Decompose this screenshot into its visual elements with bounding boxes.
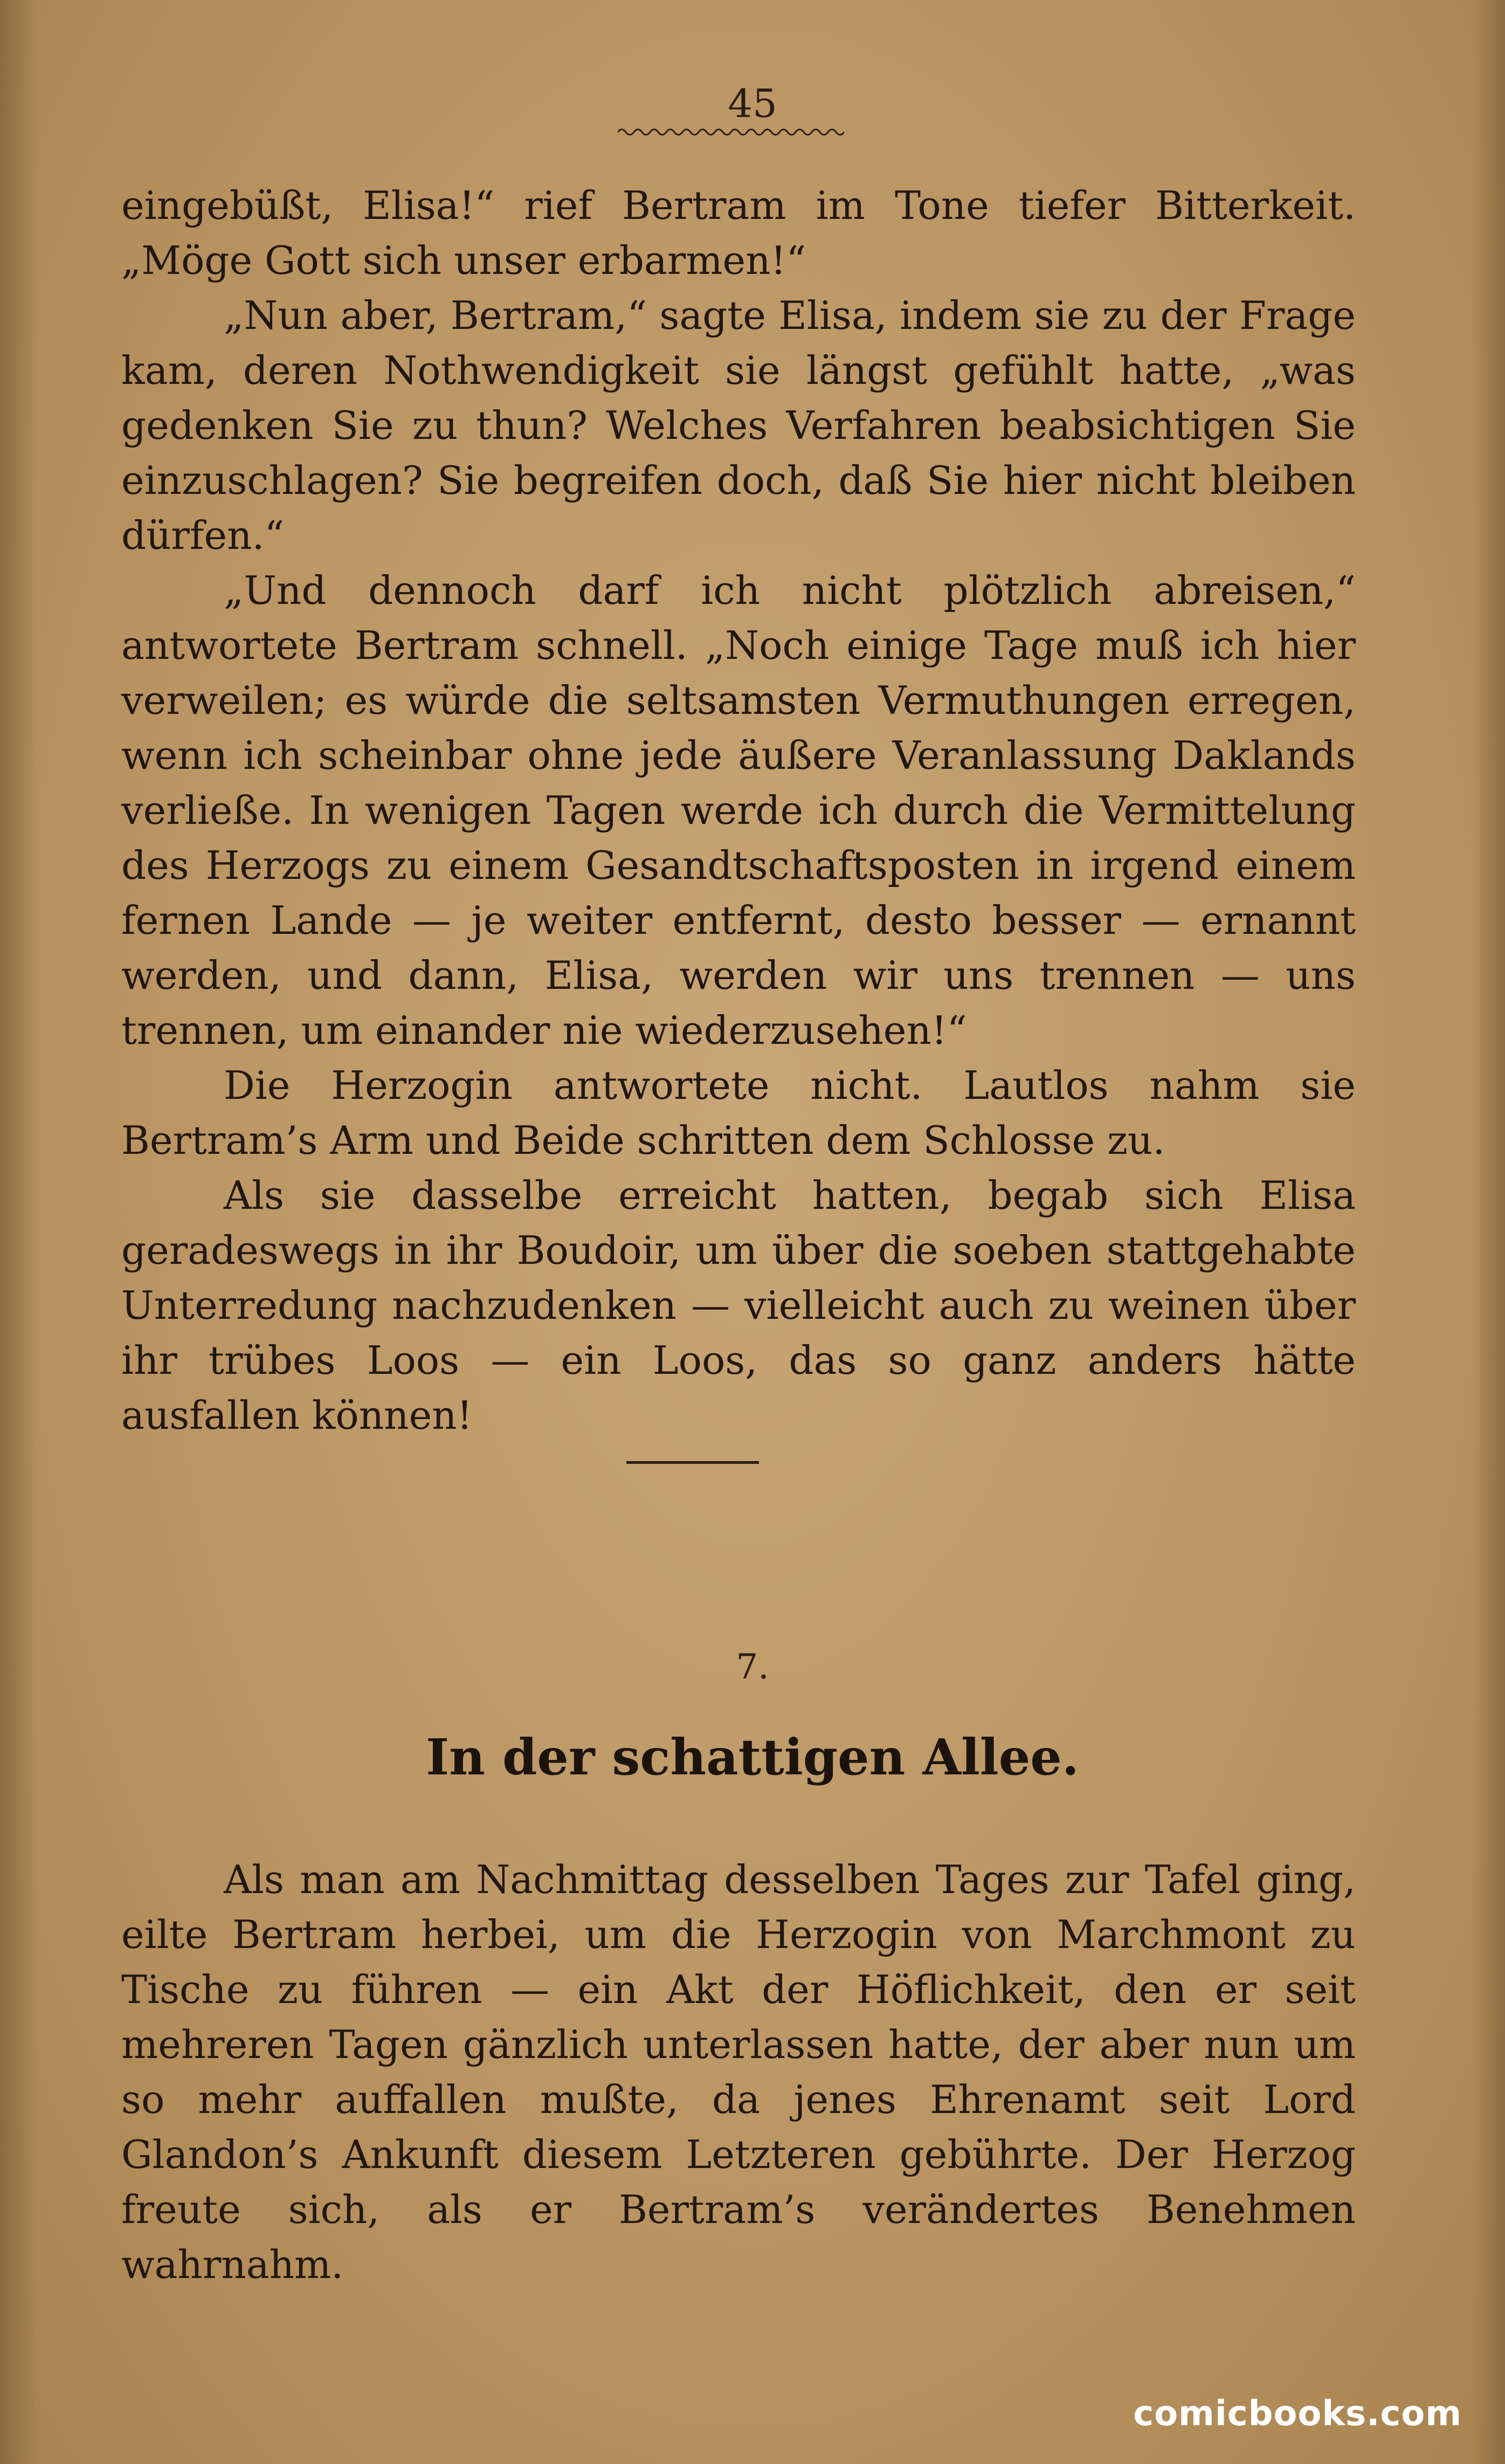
paragraph: „Und dennoch darf ich nicht plötzlich abreisen,“ antwortete Bertram schnell. „Noch einige Tage muß ich hier verweilen; es würde die seltsamsten Vermuthungen erregen, wenn ich scheinbar ohne jede äußere Veranlassung Daklands verließe. In wenigen Tagen werde ich durch die Vermittelung des Herzogs zu einem Gesandtschaftsposten in irgend einem fernen Lande — je weiter entfernt, desto besser — ernannt werden, und dann, Elisa, werden wir uns trennen — uns trennen, um einander nie wiederzusehen!“ [121, 568, 1356, 1053]
section-divider [626, 1461, 759, 1464]
top-text-block [121, 178, 1356, 1443]
page-number: 45 [728, 81, 777, 126]
paragraph: Als man am Nachmittag desselben Tages zur Tafel ging, eilte Bertram herbei, um die Herzogin von Marchmont zu Tische zu führen — ein Akt der Höflichkeit, den er seit mehreren Tagen gänzlich unterlassen hatte, der aber nun um so mehr auffallen mußte, da jenes Ehrenamt seit Lord Glandon’s Ankunft diesem Letzteren gebührte. Der Herzog freute sich, als er Bertram’s verändertes Benehmen wahrnahm. [121, 1857, 1356, 2287]
bottom-text-block [121, 1852, 1356, 2292]
chapter-number: 7. [736, 1647, 769, 1687]
page-edge-shadow-left [0, 0, 38, 2464]
paragraph: eingebüßt, Elisa!“ rief Bertram im Tone tiefer Bitterkeit. „Möge Gott sich unser erbarmen!“ [121, 183, 1356, 283]
paragraph: „Nun aber, Bertram,“ sagte Elisa, indem sie zu der Frage kam, deren Nothwendigkeit sie längst gefühlt hatte, „was gedenken Sie zu thun? Welches Verfahren beabsichtigen Sie einzuschlagen? Sie begreifen doch, daß Sie hier nicht bleiben dürfen.“ [121, 293, 1356, 558]
page-edge-shadow-right [1473, 0, 1505, 2464]
paragraph: Die Herzogin antwortete nicht. Lautlos nahm sie Bertram’s Arm und Beide schritten dem Schlosse zu. [121, 1063, 1356, 1163]
wavy-ornament-icon [618, 127, 844, 137]
watermark: comicbooks.com [1133, 2394, 1462, 2434]
paragraph: Als sie dasselbe erreicht hatten, begab sich Elisa geradeswegs in ihr Boudoir, um über die soeben stattgehabte Unterredung nachzudenken — vielleicht auch zu weinen über ihr trübes Loos — ein Loos, das so ganz anders hätte ausfallen können! [121, 1173, 1356, 1438]
chapter-title: In der schattigen Allee. [426, 1728, 1079, 1786]
